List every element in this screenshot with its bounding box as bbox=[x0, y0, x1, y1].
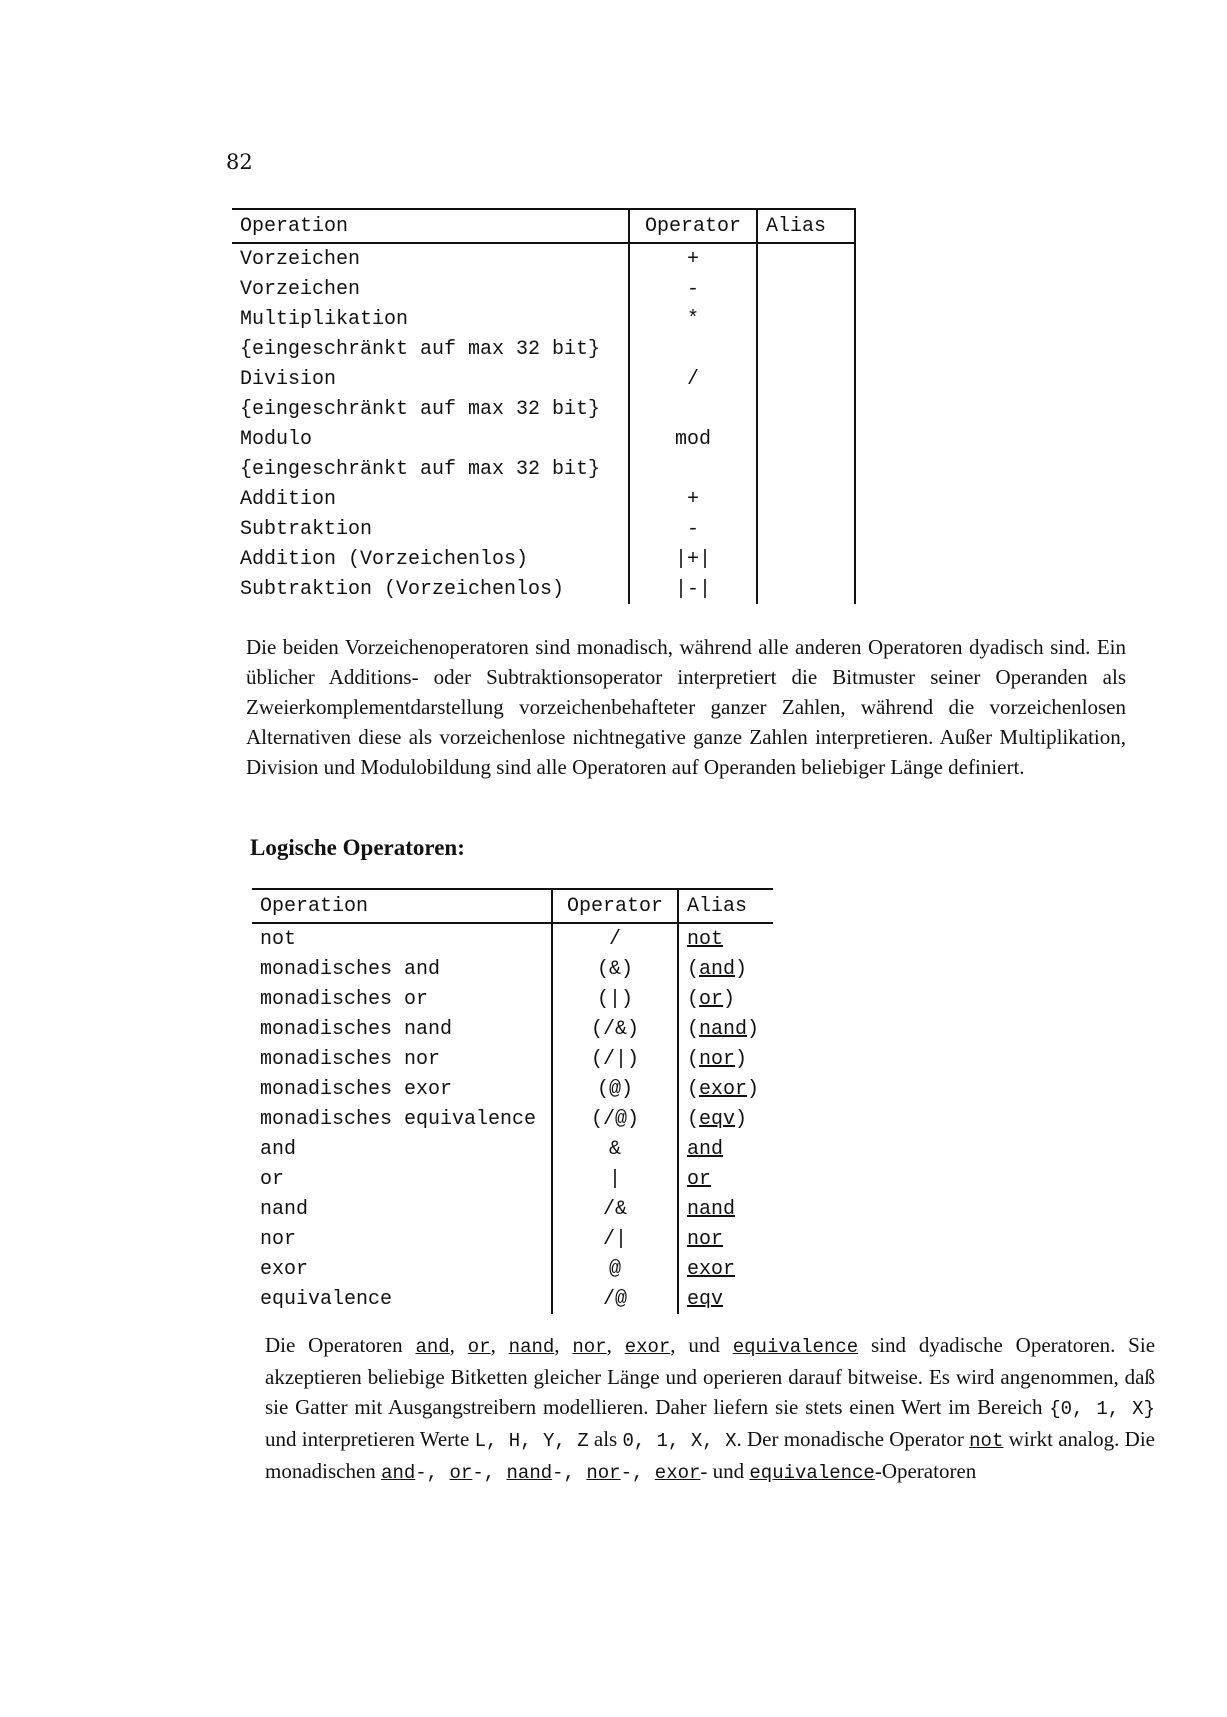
alias-keyword: not bbox=[687, 927, 724, 951]
text-run: -, bbox=[620, 1462, 655, 1484]
alias-suffix: ) bbox=[747, 1077, 760, 1101]
alias-cell bbox=[678, 1194, 773, 1224]
operator-cell: + bbox=[629, 243, 757, 274]
keyword-nor: nor bbox=[572, 1336, 607, 1358]
alias-keyword: nand bbox=[699, 1017, 748, 1041]
text-run: -Operatoren bbox=[874, 1459, 977, 1483]
table-row bbox=[232, 484, 855, 514]
text-run: , bbox=[490, 1333, 509, 1357]
table-row bbox=[232, 514, 855, 544]
keyword-monadic-nand: nand bbox=[506, 1462, 553, 1484]
keyword-monadic-or: or bbox=[449, 1462, 473, 1484]
table-row bbox=[232, 304, 855, 334]
operator-cell: | bbox=[552, 1164, 678, 1194]
alias-prefix: ( bbox=[687, 1047, 700, 1071]
text-run: sind dyadische Operatoren. Sie akzeptieren beliebige Bitketten gleicher Länge und operieren darauf bitweise. Es wird angenommen, daß sie Gatter mit Ausgangstreibern modellieren. Daher liefern sie stets einen Wert im Bereich bbox=[265, 1333, 1156, 1419]
operation-cell: {eingeschränkt auf max 32 bit} bbox=[240, 337, 601, 361]
table-row bbox=[252, 1254, 773, 1284]
header-alias: Alias bbox=[678, 889, 773, 923]
alias-suffix: ) bbox=[747, 1017, 760, 1041]
table-row bbox=[252, 923, 773, 954]
keyword-exor: exor bbox=[624, 1336, 671, 1358]
alias-cell bbox=[678, 1284, 773, 1314]
alias-suffix: ) bbox=[723, 987, 736, 1011]
header-operation: Operation bbox=[232, 209, 629, 243]
operator-cell: /| bbox=[552, 1224, 678, 1254]
text-run: , bbox=[449, 1333, 468, 1357]
page-number: 82 bbox=[226, 150, 253, 174]
header-operator: Operator bbox=[552, 889, 678, 923]
operator-cell: (@) bbox=[552, 1074, 678, 1104]
output-values: 0, 1, X, X bbox=[622, 1430, 737, 1452]
operation-cell: monadisches and bbox=[260, 957, 441, 981]
operator-cell: |-| bbox=[629, 574, 757, 604]
alias-keyword: exor bbox=[687, 1257, 736, 1281]
keyword-monadic-nor: nor bbox=[586, 1462, 621, 1484]
alias-cell bbox=[757, 424, 855, 454]
operator-cell: * bbox=[629, 304, 757, 334]
alias-prefix: ( bbox=[687, 1017, 700, 1041]
alias-prefix: ( bbox=[687, 987, 700, 1011]
keyword-or: or bbox=[467, 1336, 491, 1358]
text-run: . Der monadische Operator bbox=[736, 1427, 970, 1451]
table-row bbox=[252, 1164, 773, 1194]
alias-cell bbox=[757, 394, 855, 424]
arithmetic-table-body bbox=[232, 243, 855, 604]
operation-cell: Addition bbox=[240, 487, 337, 511]
alias-cell bbox=[678, 954, 773, 984]
alias-suffix: ) bbox=[735, 957, 748, 981]
operation-cell: Vorzeichen bbox=[240, 247, 361, 271]
alias-cell bbox=[757, 304, 855, 334]
operation-cell: Multiplikation bbox=[240, 307, 409, 331]
alias-cell bbox=[757, 243, 855, 274]
alias-cell bbox=[678, 984, 773, 1014]
alias-keyword: or bbox=[687, 1167, 712, 1191]
operation-cell: Addition (Vorzeichenlos) bbox=[240, 547, 529, 571]
alias-cell bbox=[757, 334, 855, 364]
operation-cell: nand bbox=[260, 1197, 309, 1221]
header-operation: Operation bbox=[252, 889, 552, 923]
operator-cell: + bbox=[629, 484, 757, 514]
operator-cell: - bbox=[629, 514, 757, 544]
table-header-row bbox=[252, 889, 773, 923]
operation-cell: {eingeschränkt auf max 32 bit} bbox=[240, 397, 601, 421]
text-run: -, bbox=[552, 1462, 587, 1484]
text-run: , und bbox=[670, 1333, 733, 1357]
text-run: , bbox=[606, 1333, 625, 1357]
operation-cell: and bbox=[260, 1137, 297, 1161]
operation-cell: monadisches or bbox=[260, 987, 429, 1011]
alias-suffix: ) bbox=[735, 1047, 748, 1071]
alias-cell bbox=[757, 484, 855, 514]
alias-cell bbox=[678, 1254, 773, 1284]
alias-keyword: exor bbox=[699, 1077, 748, 1101]
alias-cell bbox=[757, 544, 855, 574]
alias-cell bbox=[678, 1104, 773, 1134]
table-row bbox=[232, 274, 855, 304]
alias-prefix: ( bbox=[687, 1107, 700, 1131]
operator-cell: |+| bbox=[629, 544, 757, 574]
operation-cell: equivalence bbox=[260, 1287, 393, 1311]
operation-cell: monadisches exor bbox=[260, 1077, 453, 1101]
alias-keyword: nor bbox=[687, 1227, 724, 1251]
table-row bbox=[232, 544, 855, 574]
keyword-nand: nand bbox=[508, 1336, 555, 1358]
alias-cell bbox=[678, 1014, 773, 1044]
operator-cell: - bbox=[629, 274, 757, 304]
operation-cell: Modulo bbox=[240, 427, 313, 451]
table-row bbox=[232, 424, 855, 454]
alias-keyword: and bbox=[687, 1137, 724, 1161]
keyword-monadic-equivalence: equivalence bbox=[749, 1462, 875, 1484]
alias-cell bbox=[757, 364, 855, 394]
alias-suffix: ) bbox=[735, 1107, 748, 1131]
operation-cell: {eingeschränkt auf max 32 bit} bbox=[240, 457, 601, 481]
value-set: {0, 1, X} bbox=[1049, 1398, 1155, 1420]
arithmetic-operators-table bbox=[232, 208, 856, 604]
operation-cell: monadisches equivalence bbox=[260, 1107, 537, 1131]
text-run: Die Operatoren bbox=[265, 1333, 416, 1357]
keyword-monadic-exor: exor bbox=[654, 1462, 701, 1484]
text-run: -, bbox=[415, 1462, 450, 1484]
alias-keyword: or bbox=[699, 987, 724, 1011]
alias-keyword: eqv bbox=[687, 1287, 724, 1311]
operation-cell: monadisches nand bbox=[260, 1017, 453, 1041]
table-row bbox=[232, 243, 855, 274]
operation-cell: not bbox=[260, 927, 297, 951]
operation-cell: Subtraktion bbox=[240, 517, 373, 541]
text-run: wirkt analog. Die monadischen bbox=[265, 1427, 1155, 1483]
operator-cell: (/@) bbox=[552, 1104, 678, 1134]
alias-keyword: and bbox=[699, 957, 736, 981]
alias-prefix: ( bbox=[687, 957, 700, 981]
alias-cell bbox=[678, 1164, 773, 1194]
header-operator: Operator bbox=[629, 209, 757, 243]
table-row bbox=[252, 1284, 773, 1314]
text-run: - und bbox=[700, 1459, 750, 1483]
alias-cell bbox=[678, 923, 773, 954]
table-row bbox=[252, 1224, 773, 1254]
alias-prefix: ( bbox=[687, 1077, 700, 1101]
keyword-monadic-and: and bbox=[381, 1462, 416, 1484]
operator-cell: & bbox=[552, 1134, 678, 1164]
table-row bbox=[252, 1014, 773, 1044]
alias-cell bbox=[757, 274, 855, 304]
section-heading-logic: Logische Operatoren: bbox=[250, 835, 465, 860]
operation-cell: Subtraktion (Vorzeichenlos) bbox=[240, 577, 565, 601]
text-run: als bbox=[588, 1427, 623, 1451]
operator-cell: (&) bbox=[552, 954, 678, 984]
operator-cell: (/|) bbox=[552, 1044, 678, 1074]
text-run: -, bbox=[472, 1462, 507, 1484]
paragraph-logic-operators bbox=[265, 1330, 1155, 1488]
alias-keyword: eqv bbox=[699, 1107, 736, 1131]
keyword-not: not bbox=[969, 1430, 1004, 1452]
table-row bbox=[252, 1044, 773, 1074]
operator-cell bbox=[629, 334, 757, 364]
alias-keyword: nand bbox=[687, 1197, 736, 1221]
alias-keyword: nor bbox=[699, 1047, 736, 1071]
alias-cell bbox=[678, 1134, 773, 1164]
table-row bbox=[252, 1134, 773, 1164]
operator-cell: (/&) bbox=[552, 1014, 678, 1044]
table-row bbox=[232, 364, 855, 394]
input-values: L, H, Y, Z bbox=[474, 1430, 589, 1452]
operator-cell bbox=[629, 454, 757, 484]
text-run: und interpretieren Werte bbox=[265, 1427, 475, 1451]
paragraph-sign-operators: Die beiden Vorzeichenoperatoren sind monadisch, während alle anderen Operatoren dyadisch sind. Ein üblicher Additions- oder Subtraktionsoperator interpretiert die Bitmuster seiner Operanden als Zweierkomplementdarstellung vorzeichenbehafteter ganzer Zahlen, während die vorzeichenlosen Alternativen diese als vorzeichenlose nichtnegative ganze Zahlen interpretieren. Außer Multiplikation, Division und Modulobildung sind alle Operatoren auf Operanden beliebiger Länge definiert. bbox=[246, 635, 1126, 779]
table-header-row bbox=[232, 209, 855, 243]
operator-cell: mod bbox=[629, 424, 757, 454]
keyword-and: and bbox=[415, 1336, 450, 1358]
table-row bbox=[232, 574, 855, 604]
table-row bbox=[232, 454, 855, 484]
keyword-equivalence: equivalence bbox=[732, 1336, 859, 1358]
table-row bbox=[252, 984, 773, 1014]
logic-operators-table bbox=[252, 888, 773, 1314]
operator-cell bbox=[629, 394, 757, 424]
operation-cell: or bbox=[260, 1167, 285, 1191]
alias-cell bbox=[757, 454, 855, 484]
operator-cell: @ bbox=[552, 1254, 678, 1284]
header-alias: Alias bbox=[757, 209, 855, 243]
alias-cell bbox=[757, 514, 855, 544]
operation-cell: exor bbox=[260, 1257, 309, 1281]
operation-cell: nor bbox=[260, 1227, 297, 1251]
table-row bbox=[252, 1074, 773, 1104]
operator-cell: /@ bbox=[552, 1284, 678, 1314]
operation-cell: Division bbox=[240, 367, 337, 391]
text-run: , bbox=[554, 1333, 573, 1357]
logic-table-body bbox=[252, 923, 773, 1314]
alias-cell bbox=[757, 574, 855, 604]
table-row bbox=[252, 954, 773, 984]
table-row bbox=[232, 394, 855, 424]
table-row bbox=[232, 334, 855, 364]
operation-cell: Vorzeichen bbox=[240, 277, 361, 301]
alias-cell bbox=[678, 1074, 773, 1104]
operator-cell: / bbox=[629, 364, 757, 394]
operator-cell: (|) bbox=[552, 984, 678, 1014]
table-row bbox=[252, 1104, 773, 1134]
alias-cell bbox=[678, 1224, 773, 1254]
operation-cell: monadisches nor bbox=[260, 1047, 441, 1071]
alias-cell bbox=[678, 1044, 773, 1074]
operator-cell: /& bbox=[552, 1194, 678, 1224]
operator-cell: / bbox=[552, 923, 678, 954]
table-row bbox=[252, 1194, 773, 1224]
